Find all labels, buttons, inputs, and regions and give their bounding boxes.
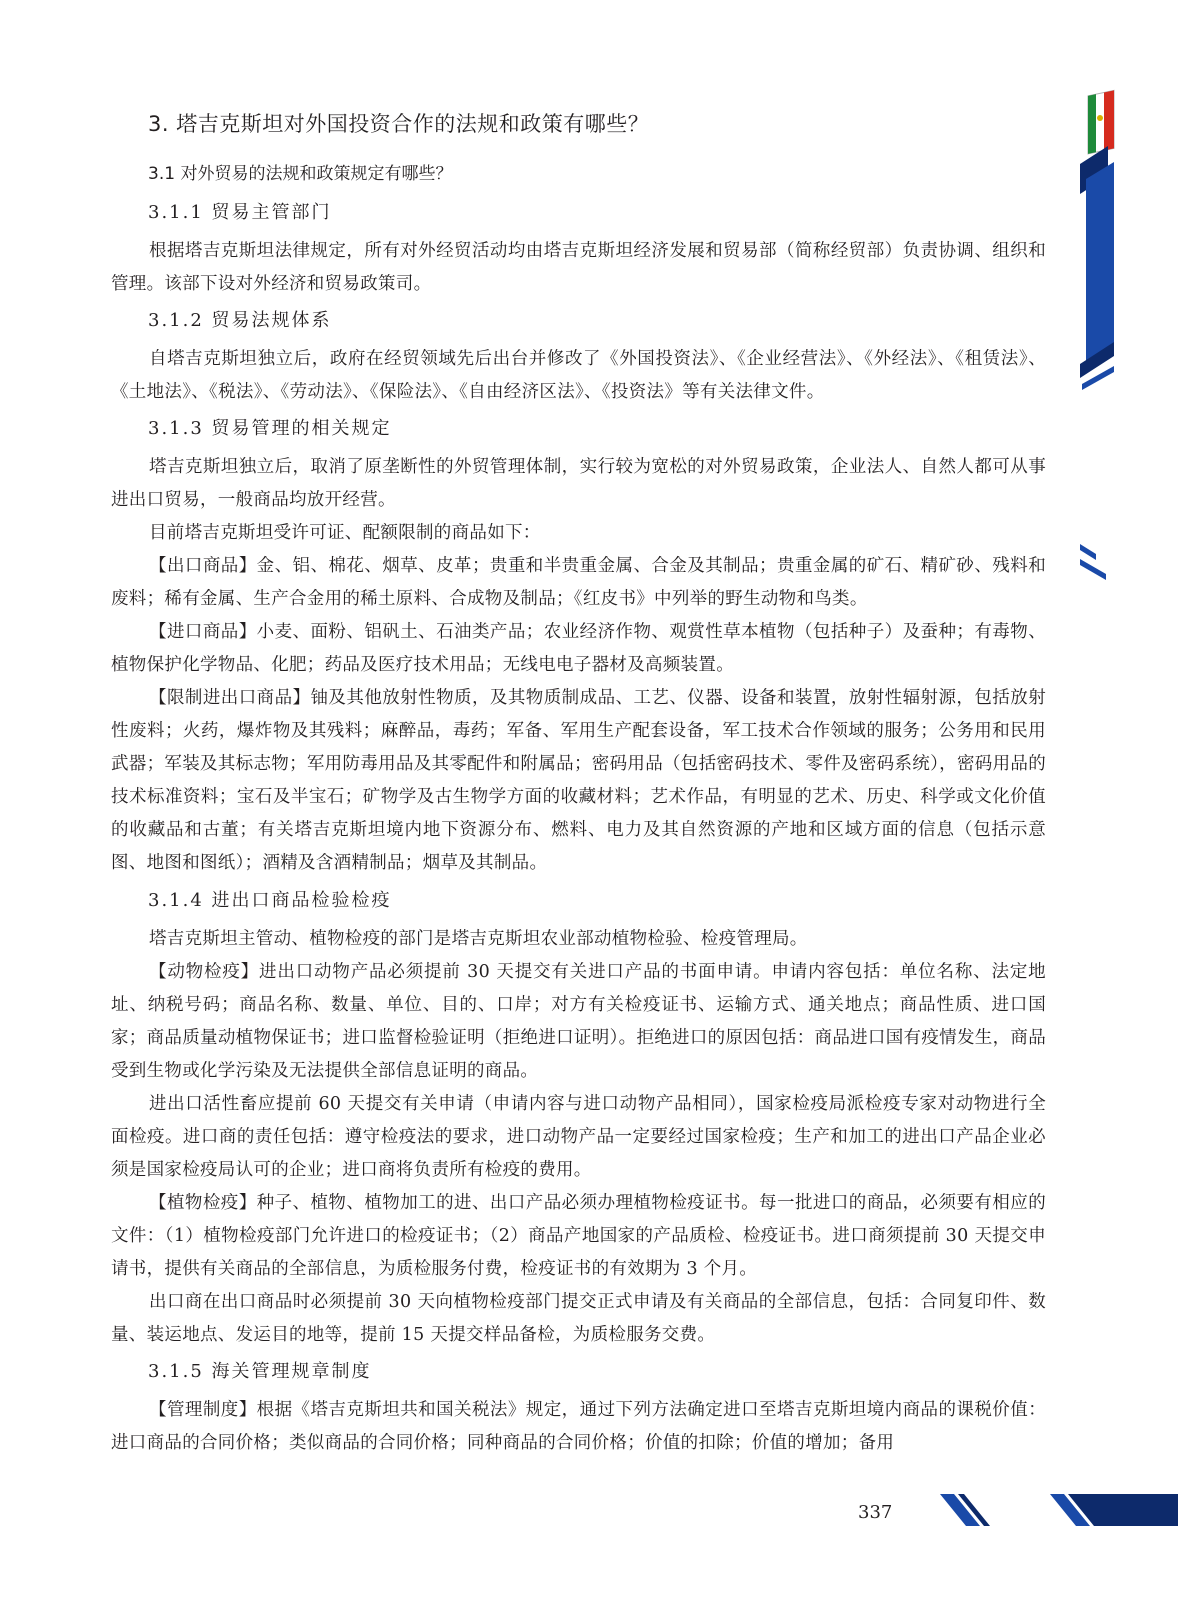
paragraph-exporter-requirements: 出口商在出口商品时必须提前 30 天向植物检疫部门提交正式申请及有关商品的全部信息，包括：合同复印件、数量、装运地点、发运目的地等，提前 15 天提交样品备检，为质检服务交费。 [111, 1292, 1046, 1345]
subsection-heading-3-1-2: 3.1.2 贸易法规体系 [148, 310, 332, 331]
paragraph-trade-laws: 自塔吉克斯坦独立后，政府在经贸领域先后出台并修改了《外国投资法》、《企业经营法》、《外经法》、《租赁法》、《土地法》、《税法》、《劳动法》、《保险法》、《自由经济区法》、《投资法》等有关法律文件。 [111, 349, 1046, 402]
subsection-heading-3-1-4: 3.1.4 进出口商品检验检疫 [148, 890, 392, 911]
paragraph-export-goods: 【出口商品】金、铝、棉花、烟草、皮革；贵重和半贵重金属、合金及其制品；贵重金属的矿石、精矿砂、残料和废料；稀有金属、生产合金用的稀土原料、合成物及制品；《红皮书》中列举的野生动物和鸟类。 [111, 556, 1046, 609]
page-number: 337 [858, 1502, 893, 1523]
subsection-heading-3-1-3: 3.1.3 贸易管理的相关规定 [148, 418, 392, 439]
side-decoration [1078, 84, 1178, 584]
paragraph-trade-authority: 根据塔吉克斯坦法律规定，所有对外经贸活动均由塔吉克斯坦经济发展和贸易部（简称经贸部）负责协调、组织和管理。该部下设对外经济和贸易政策司。 [111, 241, 1046, 294]
paragraph-animal-quarantine: 【动物检疫】进出口动物产品必须提前 30 天提交有关进口产品的书面申请。申请内容包括：单位名称、法定地址、纳税号码；商品名称、数量、单位、目的、口岸；对方有关检疫证书、运输方式、通关地点；商品性质、进口国家；商品质量动植物保证书；进口监督检验证明（拒绝进口证明）。拒绝进口的原因包括：商品进口国有疫情发生，商品受到生物或化学污染及无法提供全部信息证明的商品。 [111, 962, 1046, 1081]
paragraph-import-goods: 【进口商品】小麦、面粉、铝矾土、石油类产品；农业经济作物、观赏性草本植物（包括种子）及蚕种；有毒物、植物保护化学物品、化肥；药品及医疗技术用品；无线电电子器材及高频装置。 [111, 622, 1046, 675]
chapter-heading: 3. 塔吉克斯坦对外国投资合作的法规和政策有哪些？ [148, 112, 650, 136]
paragraph-license-intro: 目前塔吉克斯坦受许可证、配额限制的商品如下： [149, 523, 541, 543]
paragraph-restricted-goods: 【限制进出口商品】铀及其他放射性物质，及其物质制成品、工艺、仪器、设备和装置，放射性辐射源，包括放射性废料；火药，爆炸物及其残料；麻醉品，毒药；军备、军用生产配套设备，军工技术合作领域的服务；公务用和民用武器；军装及其标志物；军用防毒用品及其零配件和附属品；密码用品（包括密码技术、零件及密码系统），密码用品的技术标准资料；宝石及半宝石；矿物学及古生物学方面的收藏材料；艺术作品，有明显的艺术、历史、科学或文化价值的收藏品和古董；有关塔吉克斯坦境内地下资源分布、燃料、电力及其自然资源的产地和区域方面的信息（包括示意图、地图和图纸）；酒精及含酒精制品；烟草及其制品。 [111, 688, 1046, 873]
section-heading: 3.1 对外贸易的法规和政策规定有哪些？ [148, 164, 453, 184]
tajikistan-flag-icon [1088, 90, 1114, 154]
paragraph-customs-management: 【管理制度】根据《塔吉克斯坦共和国关税法》规定，通过下列方法确定进口至塔吉克斯坦境内商品的课税价值：进口商品的合同价格；类似商品的合同价格；同种商品的合同价格；价值的扣除；价值的增加；备用 [111, 1400, 1046, 1453]
subsection-heading-3-1-5: 3.1.5 海关管理规章制度 [148, 1361, 372, 1382]
subsection-heading-3-1-1: 3.1.1 贸易主管部门 [148, 202, 332, 223]
paragraph-plant-quarantine: 【植物检疫】种子、植物、植物加工的进、出口产品必须办理植物检疫证书。每一批进口的商品，必须要有相应的文件：（1）植物检疫部门允许进口的检疫证书；（2）商品产地国家的产品质检、检疫证书。进口商须提前 30 天提交申请书，提供有关商品的全部信息，为质检服务付费，检疫证书的有效期为 3 个月。 [111, 1193, 1046, 1279]
corner-decoration [940, 1490, 1178, 1530]
paragraph-livestock: 进出口活性畜应提前 60 天提交有关申请（申请内容与进口动物产品相同），国家检疫局派检疫专家对动物进行全面检疫。进口商的责任包括：遵守检疫法的要求，进口动物产品一定要经过国家检疫；生产和加工的进出口产品企业必须是国家检疫局认可的企业；进口商将负责所有检疫的费用。 [111, 1094, 1046, 1180]
paragraph-quarantine-authority: 塔吉克斯坦主管动、植物检疫的部门是塔吉克斯坦农业部动植物检验、检疫管理局。 [149, 929, 808, 949]
paragraph-trade-policy: 塔吉克斯坦独立后，取消了原垄断性的外贸管理体制，实行较为宽松的对外贸易政策，企业法人、自然人都可从事进出口贸易，一般商品均放开经营。 [111, 457, 1046, 510]
